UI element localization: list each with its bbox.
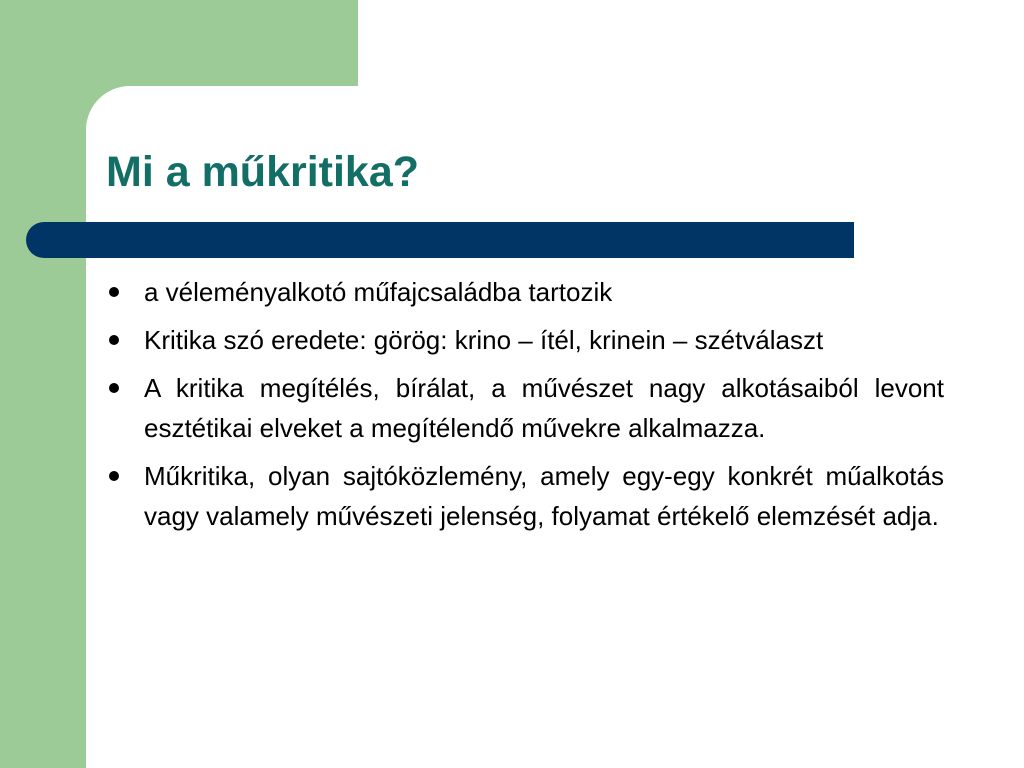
title-underline-bar bbox=[26, 222, 854, 258]
bullet-text: Műkritika, olyan sajtóközlemény, amely egy-egy konkrét műalkotás vagy valamely művészeti jelenség, folyamat értékelő elemzését adja. bbox=[144, 461, 944, 531]
bullet-text: Kritika szó eredete: görög: krino – ítél, krinein – szétválaszt bbox=[144, 325, 824, 355]
slide-title: Mi a műkritika? bbox=[106, 148, 420, 196]
bullet-item bbox=[104, 456, 944, 536]
bullet-item bbox=[104, 368, 944, 448]
bullet-dot-icon bbox=[109, 287, 119, 297]
bullet-list bbox=[104, 272, 944, 544]
bullet-dot-icon bbox=[109, 335, 119, 345]
bullet-dot-icon bbox=[109, 471, 119, 481]
bullet-item bbox=[104, 320, 944, 360]
bullet-text: A kritika megítélés, bírálat, a művészet nagy alkotásaiból levont esztétikai elveket a megítélendő művekre alkalmazza. bbox=[144, 373, 944, 443]
bullet-text: a véleményalkotó műfajcsaládba tartozik bbox=[144, 277, 613, 307]
bullet-dot-icon bbox=[109, 383, 119, 393]
bullet-item bbox=[104, 272, 944, 312]
